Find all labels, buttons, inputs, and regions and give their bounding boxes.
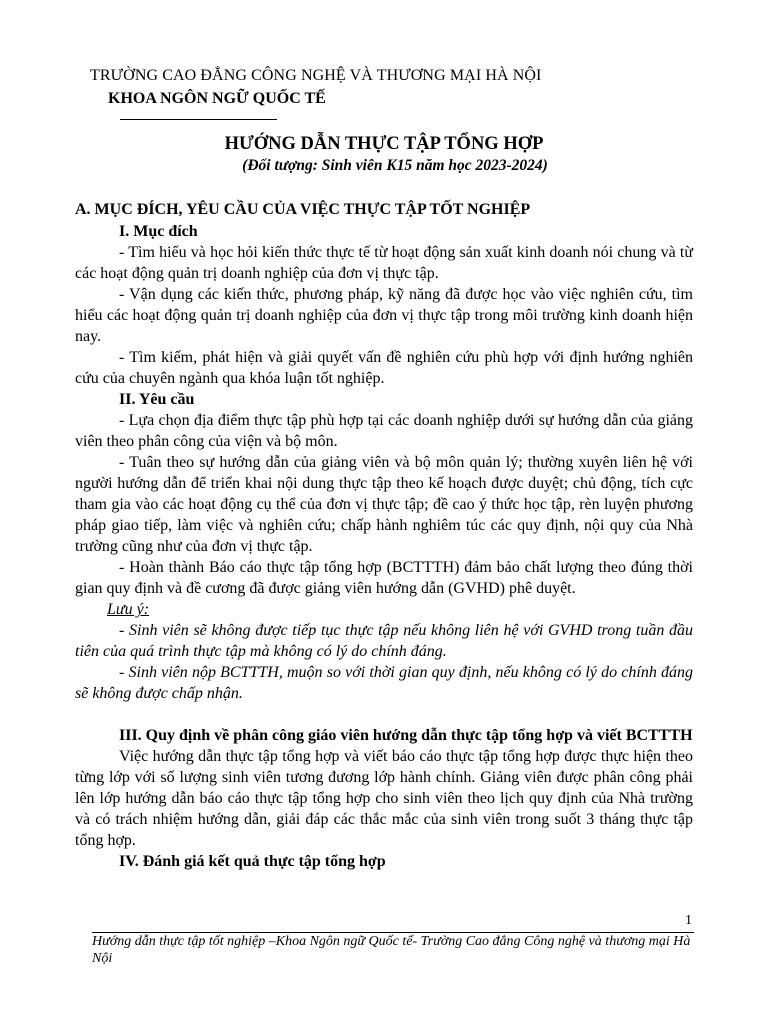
document-title: HƯỚNG DẪN THỰC TẬP TỔNG HỢP (224, 134, 544, 154)
school-name: TRƯỜNG CAO ĐẲNG CÔNG NGHỆ VÀ THƯƠNG MẠI HÀ NỘI (90, 67, 542, 84)
header-divider (120, 119, 277, 120)
section-3-text: Việc hướng dẫn thực tập tổng hợp và viết báo cáo thực tập tổng hợp được thực hiện theo từng lớp với số lượng sinh viên tương đương lớp hành chính. Giảng viên được phân công phải lên lớp hướng dẫn báo cáo thực tập tổng hợp cho sinh viên theo lịch quy định của Nhà trường và có trách nhiệm hướng dẫn, giải đáp các thắc mắc của sinh viên trong suốt 3 tháng thực tập tổng hợp. (75, 748, 693, 849)
requirement-item: - Lựa chọn địa điểm thực tập phù hợp tại các doanh nghiệp dưới sự hướng dẫn của giảng viên theo phân công của viện và bộ môn. (75, 412, 693, 450)
requirements-heading: II. Yêu cầu (119, 391, 195, 408)
purpose-item: - Tìm kiếm, phát hiện và giải quyết vấn đề nghiên cứu phù hợp với định hướng nghiên cứu của chuyên ngành qua khóa luận tốt nghiệp. (75, 349, 693, 387)
purpose-heading: I. Mục đích (119, 223, 198, 240)
note-item: - Sinh viên nộp BCTTTH, muộn so với thời gian quy định, nếu không có lý do chính đáng sẽ không được chấp nhận. (75, 664, 693, 702)
footer-text: Hướng dẫn thực tập tốt nghiệp –Khoa Ngôn ngữ Quốc tế- Trường Cao đẳng Công nghệ và thương mại Hà Nội (92, 934, 691, 966)
department-name: KHOA NGÔN NGỮ QUỐC TẾ (108, 90, 326, 107)
requirement-item: - Tuân theo sự hướng dẫn của giảng viên và bộ môn quản lý; thường xuyên liên hệ với người hướng dẫn để triển khai nội dung thực tập theo kế hoạch được duyệt; chủ động, tích cực tham gia vào các hoạt động cụ thể của đơn vị thực tập; đề cao ý thức học tập, rèn luyện phương pháp giao tiếp, làm việc và nghiên cứu; chấp hành nghiêm túc các quy định, nội quy của Nhà trường cũng như của đơn vị thực tập. (75, 454, 693, 555)
section-3-heading: III. Quy định về phân công giáo viên hướng dẫn thực tập tổng hợp và viết BCTTTH (119, 727, 693, 744)
section-4-heading: IV. Đánh giá kết quả thực tập tổng hợp (119, 853, 386, 870)
document-subtitle: (Đối tượng: Sinh viên K15 năm học 2023-2024) (242, 157, 548, 174)
document-body (75, 199, 693, 872)
note-item: - Sinh viên sẽ không được tiếp tục thực tập nếu không liên hệ với GVHD trong tuần đầu tiên của quá trình thực tập mà không có lý do chính đáng. (75, 622, 693, 660)
spacer (75, 704, 693, 725)
page-number: 1 (685, 913, 692, 928)
purpose-item: - Tìm hiểu và học hỏi kiến thức thực tế từ hoạt động sản xuất kinh doanh nói chung và từ các hoạt động quản trị doanh nghiệp của đơn vị thực tập. (75, 244, 693, 282)
purpose-item: - Vận dụng các kiến thức, phương pháp, kỹ năng đã được học vào việc nghiên cứu, tìm hiểu các hoạt động quản trị doanh nghiệp của đơn vị thực tập trong môi trường kinh doanh hiện nay. (75, 286, 693, 345)
requirement-item: - Hoàn thành Báo cáo thực tập tổng hợp (BCTTTH) đảm bảo chất lượng theo đúng thời gian quy định và đề cương đã được giảng viên hướng dẫn (GVHD) phê duyệt. (75, 559, 693, 597)
section-a-heading: A. MỤC ĐÍCH, YÊU CẦU CỦA VIỆC THỰC TẬP TỐT NGHIỆP (75, 201, 531, 218)
note-label: Lưu ý: (107, 601, 150, 618)
